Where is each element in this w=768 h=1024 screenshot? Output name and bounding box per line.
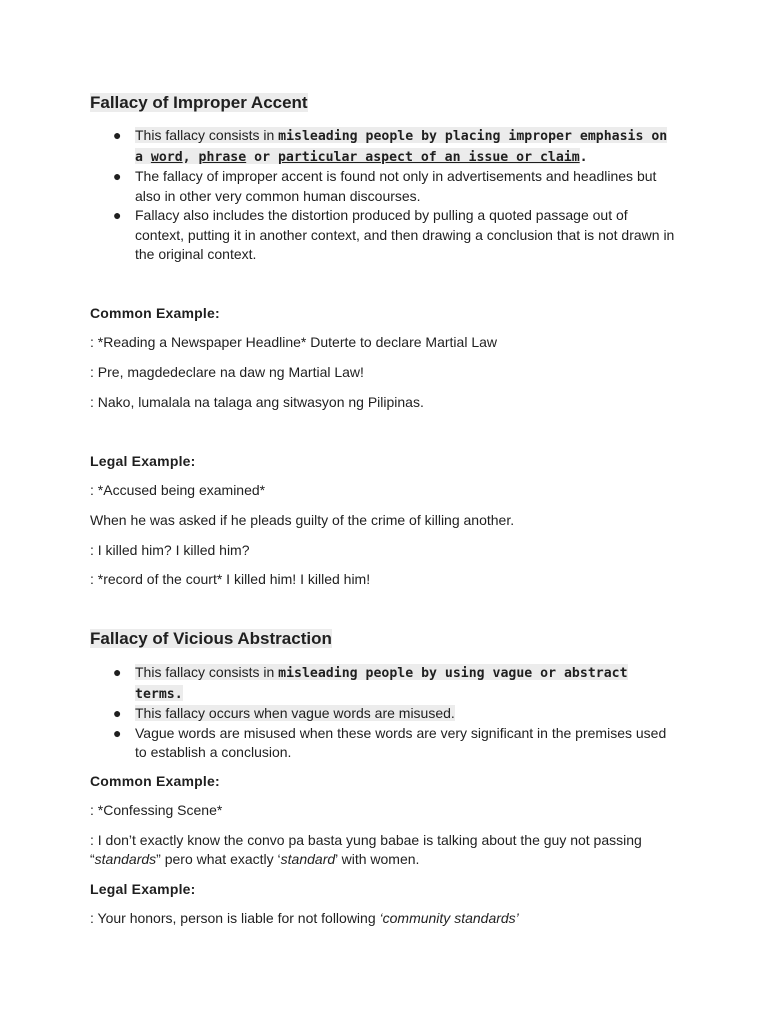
list-item: ● The fallacy of improper accent is found not only in advertisements and headlines but also in other very common human discourses. (113, 168, 657, 204)
vicious-abstraction-bullets (90, 663, 680, 763)
legal-example-line: : *Accused being examined* (90, 482, 266, 498)
list-item: ● This fallacy consists in misleading people by placing improper emphasis on a word, phrase or particular aspect of an issue or claim. (113, 127, 668, 165)
legal-example-line: When he was asked if he pleads guilty of the crime of killing another. (90, 512, 515, 528)
bullet-icon: ● (113, 724, 122, 741)
section-title-vicious-abstraction: Fallacy of Vicious Abstraction (90, 629, 332, 648)
legal-example-label: Legal Example: (90, 881, 196, 897)
common-example-line: : *Confessing Scene* (90, 802, 223, 818)
section-title-improper-accent: Fallacy of Improper Accent (90, 93, 308, 112)
bullet-icon: ● (113, 168, 122, 184)
common-example-line: : I don’t exactly know the convo pa basta yung babae is talking about the guy not passing “standards” pero what exactly ‘standard’ with women. (90, 832, 642, 867)
list-item: ● Fallacy also includes the distortion produced by pulling a quoted passage out of context, putting it in another context, and then drawing a conclusion that is not drawn in the original context. (113, 207, 675, 262)
bullet-icon: ● (113, 207, 122, 223)
list-item: ● This fallacy consists in misleading people by using vague or abstract terms. (113, 664, 628, 702)
common-example-label: Common Example: (90, 305, 220, 321)
bullet-icon: ● (113, 127, 122, 143)
legal-example-line: : *record of the court* I killed him! I killed him! (90, 571, 371, 587)
common-example-label: Common Example: (90, 773, 220, 789)
common-example-line: : *Reading a Newspaper Headline* Duterte to declare Martial Law (90, 334, 497, 350)
bullet-icon: ● (113, 705, 122, 721)
common-example-line: : Nako, lumalala na talaga ang sitwasyon ng Pilipinas. (90, 394, 424, 410)
list-item: ● This fallacy occurs when vague words are misused. (90, 704, 680, 724)
common-example-line: : Pre, magdedeclare na daw ng Martial Law! (90, 364, 364, 380)
legal-example-line: : I killed him? I killed him? (90, 542, 250, 558)
bullet-icon: ● (113, 664, 122, 680)
list-item: ● Vague words are misused when these words are very significant in the premises used to establish a conclusion. (113, 724, 667, 760)
legal-example-label: Legal Example: (90, 453, 196, 469)
improper-accent-bullets (90, 126, 680, 265)
legal-example-line: : Your honors, person is liable for not following ‘community standards’ (90, 910, 519, 926)
